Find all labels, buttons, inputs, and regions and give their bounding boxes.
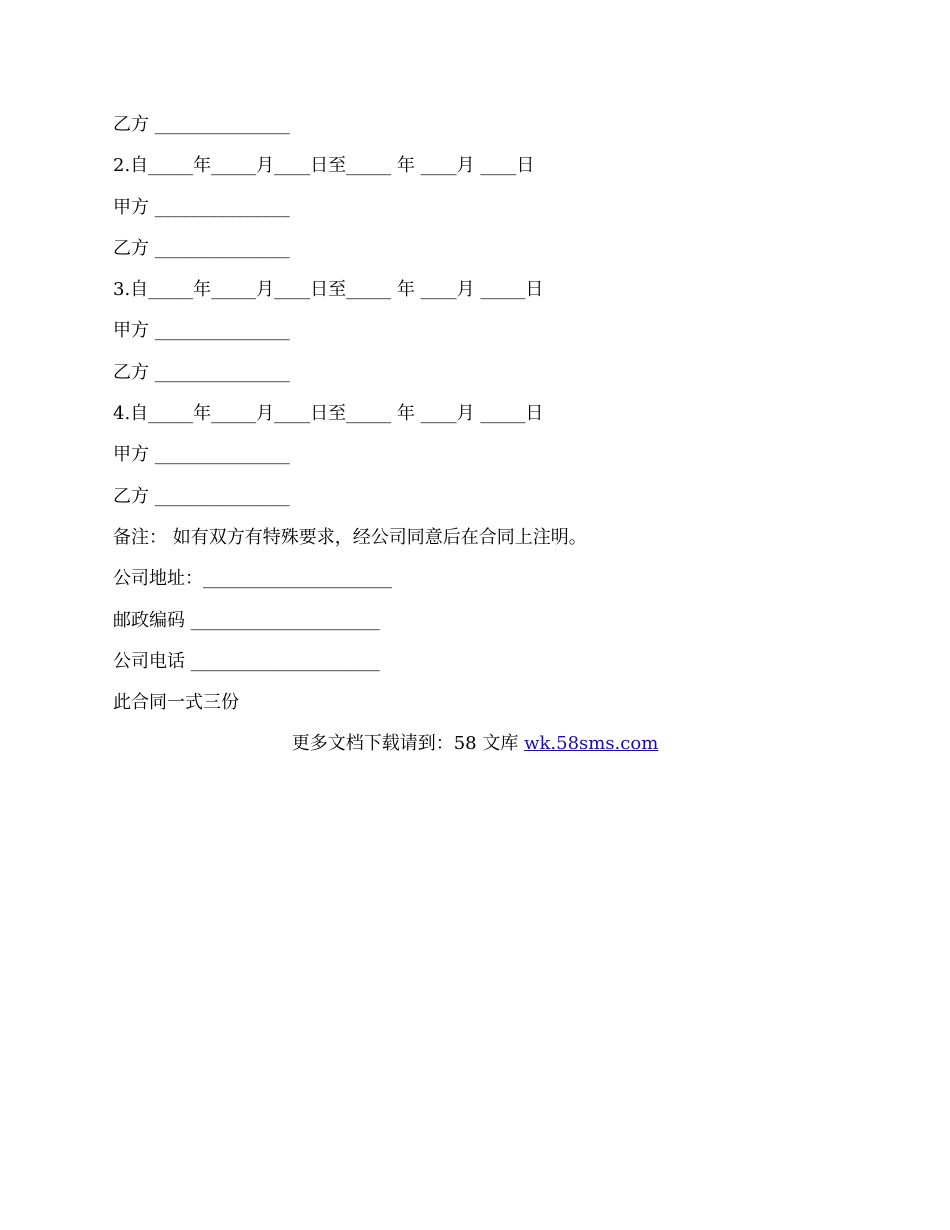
download-footer bbox=[113, 729, 837, 770]
party-a-signature-line: 甲方 _______________ bbox=[113, 196, 290, 218]
footer-link[interactable]: wk.58sms.com bbox=[524, 733, 659, 755]
postal-code-line: 邮政编码 _____________________ bbox=[113, 609, 380, 631]
company-address-line: 公司地址：_____________________ bbox=[113, 568, 392, 590]
remarks-line: 备注： 如有双方有特殊要求，经公司同意后在合同上注明。 bbox=[113, 526, 587, 548]
term-4-date-range: 4.自_____年_____月____日至_____ 年 ____月 _____日 bbox=[113, 403, 544, 425]
document-body bbox=[113, 110, 837, 771]
footer-prefix: 更多文档下载请到：58 文库 bbox=[291, 733, 525, 755]
term-3-date-range: 3.自_____年_____月____日至_____ 年 ____月 _____日 bbox=[113, 279, 544, 301]
party-a-signature-line: 甲方 _______________ bbox=[113, 320, 290, 342]
party-a-signature-line: 甲方 _______________ bbox=[113, 444, 290, 466]
company-phone-line: 公司电话 _____________________ bbox=[113, 650, 380, 672]
party-b-signature-line: 乙方 _______________ bbox=[113, 485, 290, 507]
party-b-signature-line: 乙方 _______________ bbox=[113, 114, 290, 135]
party-b-signature-line: 乙方 _______________ bbox=[113, 237, 290, 259]
copies-note: 此合同一式三份 bbox=[113, 692, 239, 714]
party-b-signature-line: 乙方 _______________ bbox=[113, 361, 290, 383]
term-2-date-range: 2.自_____年_____月____日至_____ 年 ____月 ____日 bbox=[113, 155, 535, 177]
